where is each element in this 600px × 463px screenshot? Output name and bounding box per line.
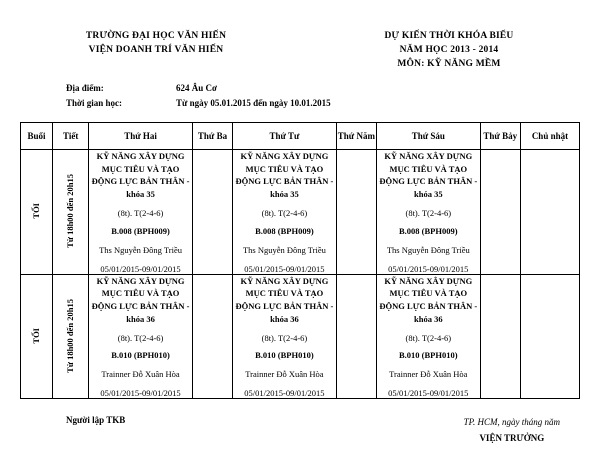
class-course: khóa 36 (414, 313, 443, 324)
header-left-block (26, 30, 286, 71)
document-footer (0, 399, 600, 446)
class-cell-saturday[interactable] (480, 274, 520, 399)
class-teacher: Ths Nguyễn Đông Triều (242, 244, 326, 255)
class-teacher: Trainner Đỗ Xuân Hòa (389, 369, 468, 380)
row-period-label (53, 274, 89, 399)
time-label: Thời gian học: (66, 98, 122, 109)
class-room: B.008 (BPH009) (111, 225, 170, 236)
session-text: TỐI (31, 203, 42, 219)
academic-year: NĂM HỌC 2013 - 2014 (399, 44, 499, 55)
session-text: TỐI (31, 327, 42, 344)
class-cell-thursday[interactable] (336, 149, 376, 274)
time-row (66, 96, 600, 111)
row-period-label (53, 149, 89, 274)
class-title: KỸ NĂNG XÂY DỰNG MỤC TIÊU VÀ TẠO ĐỘNG LỰC BẢN THÂN - (91, 150, 190, 187)
footer-date: TP. HCM, ngày tháng năm (463, 417, 560, 428)
class-cell-friday[interactable] (377, 149, 481, 274)
timetable (20, 122, 580, 400)
column-header-thursday: Thứ Năm (336, 122, 376, 149)
document-meta (0, 81, 600, 111)
institute-name: VIỆN DOANH TRÍ VĂN HIẾN (88, 44, 224, 55)
class-teacher: Trainner Đỗ Xuân Hòa (101, 369, 180, 380)
subject-name: MÔN: KỸ NĂNG MỀM (397, 58, 501, 69)
class-course: khóa 35 (126, 189, 155, 200)
class-hours: (8t). T(2-4-6) (261, 332, 308, 343)
class-cell-sunday[interactable] (520, 274, 579, 399)
class-title: KỸ NĂNG XÂY DỰNG MỤC TIÊU VÀ TẠO ĐỘNG LỰC BẢN THÂN - (379, 150, 478, 187)
class-cell-sunday[interactable] (520, 149, 579, 274)
class-room: B.008 (BPH009) (255, 225, 314, 236)
period-text: Từ 18h00 đến 20h15 (65, 173, 76, 248)
row-session-label (21, 149, 53, 274)
class-hours: (8t). T(2-4-6) (117, 207, 164, 218)
class-cell-wednesday[interactable] (233, 149, 337, 274)
class-cell-thursday[interactable] (336, 274, 376, 399)
class-teacher: Ths Nguyễn Đông Triều (99, 244, 182, 255)
document-header (0, 0, 600, 71)
header-right-block (324, 30, 574, 71)
class-room: B.010 (BPH010) (255, 350, 314, 361)
location-row (66, 81, 600, 96)
class-dates: 05/01/2015-09/01/2015 (244, 388, 325, 399)
class-dates: 05/01/2015-09/01/2015 (100, 388, 181, 399)
class-dates: 05/01/2015-09/01/2015 (388, 263, 469, 274)
column-header-wednesday: Thứ Tư (233, 122, 337, 149)
class-cell-friday[interactable] (377, 274, 481, 399)
class-title: KỸ NĂNG XÂY DỰNG MỤC TIÊU VÀ TẠO ĐỘNG LỰC BẢN THÂN - (235, 150, 334, 187)
class-course: khóa 35 (270, 189, 299, 200)
class-hours: (8t). T(2-4-6) (117, 332, 164, 343)
class-cell-wednesday[interactable] (233, 274, 337, 399)
column-header-tiet: Tiết (53, 122, 89, 149)
class-cell-saturday[interactable] (480, 149, 520, 274)
class-room: B.010 (BPH010) (111, 350, 170, 361)
footer-signature-block (464, 415, 560, 446)
table-row (21, 149, 580, 274)
class-title: KỸ NĂNG XÂY DỰNG MỤC TIÊU VÀ TẠO ĐỘNG LỰC BẢN THÂN - (235, 275, 334, 312)
class-teacher: Trainner Đỗ Xuân Hòa (245, 369, 324, 380)
column-header-saturday: Thứ Bảy (480, 122, 520, 149)
class-cell-monday[interactable] (89, 149, 193, 274)
class-hours: (8t). T(2-4-6) (261, 207, 308, 218)
class-course: khóa 35 (414, 189, 443, 200)
location-value: 624 Âu Cơ (176, 83, 217, 94)
location-label: Địa điểm: (66, 83, 104, 94)
class-title: KỸ NĂNG XÂY DỰNG MỤC TIÊU VÀ TẠO ĐỘNG LỰC BẢN THÂN - (379, 275, 478, 312)
class-dates: 05/01/2015-09/01/2015 (100, 263, 181, 274)
class-cell-tuesday[interactable] (192, 149, 232, 274)
class-course: khóa 36 (270, 313, 299, 324)
class-room: B.008 (BPH009) (399, 225, 458, 236)
class-dates: 05/01/2015-09/01/2015 (388, 388, 469, 399)
column-header-sunday: Chủ nhật (520, 122, 579, 149)
table-row (21, 274, 580, 399)
class-title: KỸ NĂNG XÂY DỰNG MỤC TIÊU VÀ TẠO ĐỘNG LỰC BẢN THÂN - (91, 275, 190, 312)
column-header-buoi: Buổi (21, 122, 53, 149)
column-header-friday: Thứ Sáu (377, 122, 481, 149)
class-course: khóa 36 (126, 313, 155, 324)
timetable-header-row (21, 122, 580, 149)
class-hours: (8t). T(2-4-6) (405, 207, 452, 218)
document-title: DỰ KIẾN THỜI KHÓA BIỂU (384, 31, 514, 41)
class-cell-monday[interactable] (89, 274, 193, 399)
column-header-tuesday: Thứ Ba (192, 122, 232, 149)
period-text: Từ 18h00 đến 20h15 (65, 298, 76, 373)
row-session-label (21, 274, 53, 399)
class-hours: (8t). T(2-4-6) (405, 332, 452, 343)
university-name: TRƯỜNG ĐẠI HỌC VĂN HIẾN (85, 31, 227, 41)
footer-author: Người lập TKB (66, 415, 126, 426)
class-dates: 05/01/2015-09/01/2015 (244, 263, 325, 274)
column-header-monday: Thứ Hai (89, 122, 193, 149)
class-cell-tuesday[interactable] (192, 274, 232, 399)
class-room: B.010 (BPH010) (399, 350, 458, 361)
class-teacher: Ths Nguyễn Đông Triều (386, 244, 470, 255)
time-value: Từ ngày 05.01.2015 đến ngày 10.01.2015 (176, 98, 331, 109)
footer-signer-title: VIỆN TRƯỞNG (479, 432, 545, 443)
